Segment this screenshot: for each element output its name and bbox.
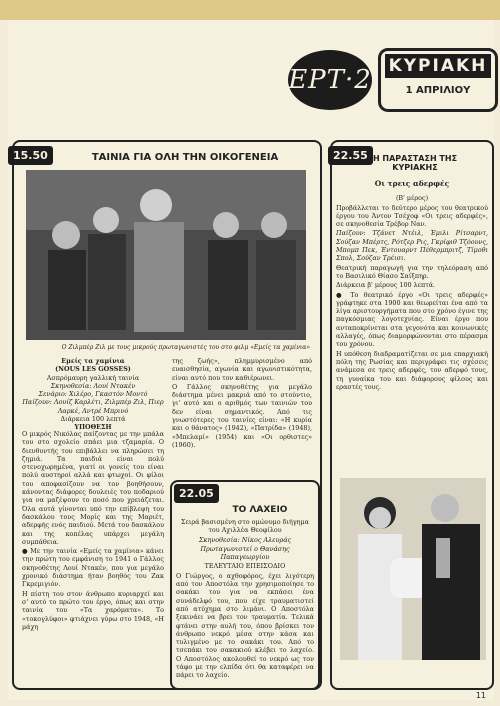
film-summary-text: Ο μικρός Νικόλας παίζοντας με την μπάλα του στο σχολείο σπάει μια τζαμαρία. Ο διευθυντής του επιβάλλει να πληρώσει τη ζημιά. Τα παιδιά είναι πολύ στενοχωρημένα, γιατί οι γονείς του είναι πολύ αυστηροί αλλά και φτωχοί. Οι φίλοι του αποφασίζουν να τον βοηθήσουν, κάνοντας διάφορες δουλειές του ποδαριού για να μαζέψουν το ποσό που χρειάζεται. Όλα αυτά γίνονται υπό την επίβλεψη του δασκάλου τους Μορίς και της Μαριέτ, αδερφής ενός παιδιού. Μετά του δασκάλου και της κοπέλας υπάρχει μεγάλη συμπάθεια. xyxy=(22,430,164,546)
film-column-2-text: της ζωής», πλημμυρισμένο από ευαισθησία, αγωνία και αγωνιστικότητα, είναι αυτό που τον καθιέρωνει. xyxy=(172,357,312,382)
film-credit-writers: Σενάριο: Χιλέρο, Γκαστόν Μοντό xyxy=(38,390,148,399)
lottery-heading: ΤΟ ΛΑΧΕΙΟ xyxy=(232,505,288,515)
lottery-director: Σκηνοθεσία: Νίκος Αλευράς xyxy=(198,535,292,544)
lottery-episode: ΤΕΛΕΥΤΑΙΟ ΕΠΕΙΣΟΔΙΟ xyxy=(204,562,286,571)
film-still-illustration xyxy=(26,170,306,340)
lottery-text: Ο Γιώργος, ο αχθοφόρος, έχει λιγότερη από τον Αποστόλα την χρησιμοποίησε το σακάκι του για να εκπάσει ένα συνάδελφό του, που είχε τραυματιστεί από ατύχημα στο λιμάνι. Ο Αποστόλα ξεκινάει να βρει τον τραυματία. Τελικά φτάνει στην αυλή του, όπου βρίσκει τον άνθρωπο νεκρό μέσα στην κάσα και τυλιγμένο με το σακάκι του. Από το τσεπάκι του σακακιού κλέβει το λαχείο. Ο Αποστόλος ακολουθεί το νεκρό ως τον τάφο με την ελπίδα ότι θα καταφέρει να πάρει το λαχείο. xyxy=(176,571,314,680)
lottery-time: 22.05 xyxy=(174,484,219,503)
theatre-photo xyxy=(340,478,486,660)
page-number: 11 xyxy=(475,691,486,700)
film-credit-duration: Διάρκεια 100 λεπτά xyxy=(60,415,126,424)
day-label: ΚΥΡΙΑΚΗ xyxy=(385,54,491,78)
film-column-2-note: Ο Γάλλος σκηνοθέτης για μεγάλο διάστημα μένει μακριά από το στούντιο, γι' αυτό και ο αριθμός των ταινιών του δεν είναι σημαντικός. Από τις γνωστότερες του ταινίες είναι: «Η κυρία και ο θάνατος» (1942), «Πατρίδα» (1948), «Μπελαμί» (1954) και «Οι ορθιστες» (1960). xyxy=(172,382,312,449)
date-label: 1 ΑΠΡΙΛΙΟΥ xyxy=(405,85,471,96)
theatre-heading: Η ΠΑΡΑΣΤΑΣΗ ΤΗΣ ΚΥΡΙΑΚΗΣ xyxy=(372,154,458,172)
theatre-duration: Διάρκεια β' μέρους 100 λεπτά. xyxy=(336,281,436,290)
film-column-1 xyxy=(22,430,164,632)
theatre-note: ● Το θεατρικό έργο «Οι τρεις αδερφές» γράφτηκε στα 1900 και θεωρείται ένα από τα λίγα αριστουργήματα που στο χρόνο έγινε της παγκόσμιας λογοτεχνίας. Είναι έργο που ανταποκρίνεται στα γεγονότα και κοινωνικές αλλαγές, όπως διαμορφώνονται στο πέρασμα του χρόνου. xyxy=(336,290,488,349)
film-note: ● Με την ταινία «Εμείς τα χαμίνια» κάνει την πρώτη του εμφάνιση το 1941 ο Γάλλος σκηνοθέτης Λουί Ντακέν, που για μεγάλο χρονικό διάστημα ήταν βοηθός του Ζακ Γκρεμιγιόν. xyxy=(22,547,164,589)
film-credit-director: Σκηνοθεσία: Λουί Ντακέν xyxy=(50,381,136,390)
film-heading: ΤΑΙΝΙΑ ΓΙΑ ΟΛΗ ΤΗΝ ΟΙΚΟΓΕΝΕΙΑ xyxy=(91,152,279,163)
film-credit-cast: Παίζουν: Λουίζ Καρλέτι, Ζιλμπέρ Ζιλ, Πιερ Λαρκέ, Αντρέ Μπρινό xyxy=(22,398,164,415)
film-original-title: (NOUS LES GOSSES) xyxy=(55,365,131,374)
film-title: Εμείς τα χαμίνια xyxy=(61,357,125,365)
film-credits-block xyxy=(22,357,164,432)
film-caption: Ο Ζιλμπέρ Ζιλ με τους μικρούς πρωταγωνιστές του στο φιλμ «Εμείς τα χαμίνια» xyxy=(61,344,310,351)
film-column-2 xyxy=(172,357,312,450)
theatre-part: (Β' μέρος) xyxy=(395,194,429,203)
theatre-still-illustration xyxy=(340,478,486,660)
lottery-text-block xyxy=(176,518,314,681)
theatre-text-block xyxy=(336,180,488,392)
top-color-strip xyxy=(0,0,500,20)
channel-logo xyxy=(288,50,372,110)
film-summary-heading: ΥΠΟΘΕΣΗ xyxy=(74,423,112,432)
theatre-text: Προβάλλεται το δεύτερο μέρος του θεατρικού έργου του Άντον Τσέχοφ «Οι τρεις αδερφές», σε σκηνοθεσία Τρέβορ Ναν. xyxy=(336,203,488,229)
theatre-plot: Η υπόθεση διαδραματίζεται σε μια επαρχιακή πόλη της Ρωσίας και περιγράφει τις σχέσεις ανάμεσα σε τρεις αδερφές, τον αδερφό τους, τη γυναίκα του και διάφορους φίλους και εραστές τους. xyxy=(336,349,488,391)
lottery-cast: Πρωταγωνιστεί ο Θανάσης Παπαγεωργίου xyxy=(200,544,290,562)
theatre-time: 22.55 xyxy=(328,146,373,165)
film-photo xyxy=(26,170,306,340)
film-time: 15.50 xyxy=(8,146,53,165)
film-note-continued: Η πίστη του στον άνθρωπο κυριαρχεί και σ' αυτό το πρώτο του έργο, όπως και στην ταινία του «Τα χαρόματα». Το «τοκογλύφοι» φτιάχνει γύρω στο 1948, «Η μάχη xyxy=(22,589,164,631)
film-credit-type: Ασπρόμαυρη γαλλική ταινία xyxy=(46,373,140,382)
theatre-cast: Παίζουν: Τζάνετ Ντέιλ, Έμιλι Ρίτσαρντ, Σούζαν Μπέρτς, Ρότζερ Ρις, Γκρίφιθ Τζόουνς, Μπομπ Πεκ, Έντουαρντ Πέθερμπριτζ, Τίμοθι Σπολ, Σούζαν Τρέισι. xyxy=(336,229,488,263)
day-box xyxy=(378,48,498,112)
theatre-title: Οι τρεις αδερφές xyxy=(374,179,450,188)
lottery-intro: Σειρά βασισμένη στο ομώνυμο διήγημα του Αχιλλέα Θεοφίλου xyxy=(181,518,309,535)
channel-name: ΕΡΤ·2 xyxy=(288,65,372,95)
theatre-production: Θεατρική παραγωγή για την τηλεόραση από το Βασιλικό Θίασο Σαίξπηρ. xyxy=(336,263,488,280)
